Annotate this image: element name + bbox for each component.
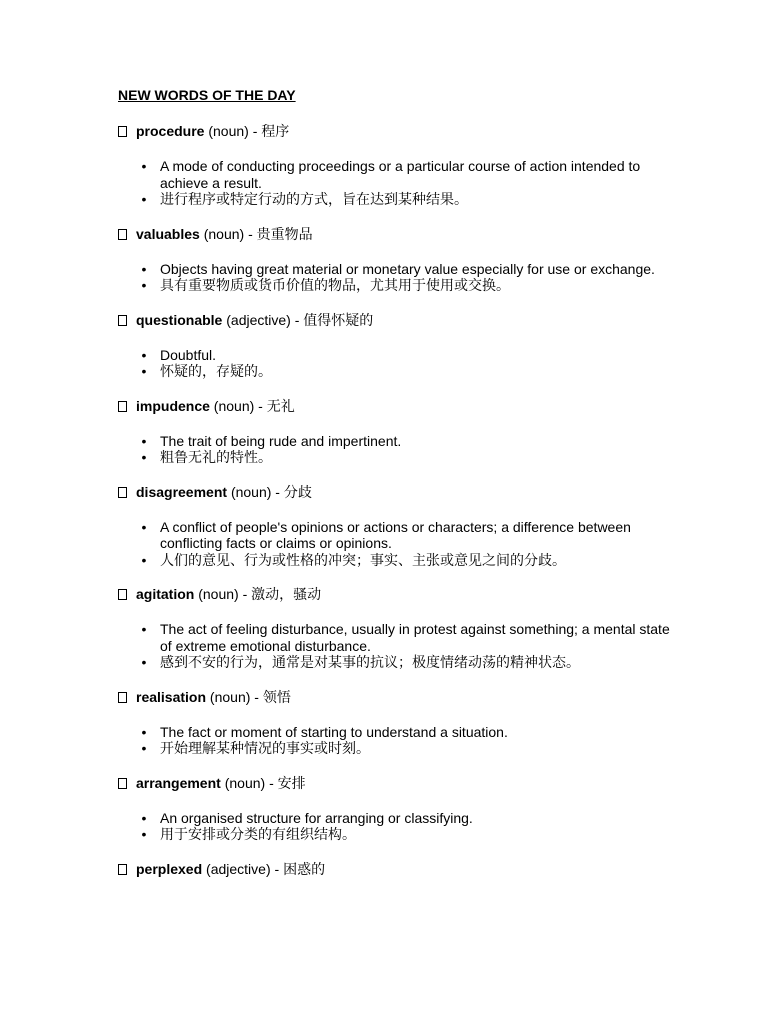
definition-item [118,363,678,380]
bullet-icon: • [141,432,147,449]
definition-list [118,261,678,294]
entry-word: disagreement [136,483,228,500]
entry-word: valuables [136,225,200,242]
definition-text: Doubtful. [160,346,217,363]
bullet-icon: • [141,723,147,740]
entry-impudence [118,398,678,466]
chinese-translation: 贵重物品 [256,225,313,242]
definition-text: 开始理解某种情况的事实或时刻。 [160,740,370,756]
part-of-speech: (noun) [213,397,255,414]
definition-item [118,191,678,208]
entry-word: arrangement [136,774,221,791]
definition-text: Objects having great material or monetary value especially for use or exchange. [160,260,655,277]
bullet-icon: • [141,260,147,277]
separator-dash: - [258,397,263,414]
entry-perplexed [118,861,678,878]
entry-heading [118,775,678,792]
checkbox-icon [118,315,127,326]
definition-list [118,810,678,843]
definition-list [118,519,678,569]
entry-disagreement [118,484,678,569]
checkbox-icon [118,487,127,498]
checkbox-icon [118,778,127,789]
definition-item [118,621,678,654]
entry-heading [118,226,678,243]
bullet-icon: • [141,654,147,670]
bullet-icon: • [141,551,147,568]
part-of-speech: (adjective) [206,860,271,877]
definition-text: 具有重要物质或货币价值的物品，尤其用于使用或交换。 [160,277,510,293]
part-of-speech: (noun) [208,123,249,139]
part-of-speech: (noun) [203,225,245,242]
definition-text: A mode of conducting proceedings or a particular course of action intended to achieve a result. [160,158,641,191]
checkbox-icon [118,229,127,240]
separator-dash: - [248,225,253,242]
definition-item [118,347,678,364]
separator-dash: - [294,311,300,328]
part-of-speech: (noun) [198,586,239,602]
chinese-translation: 激动，骚动 [251,586,322,602]
definition-item [118,158,678,191]
definition-text: 粗鲁无礼的特性。 [160,449,272,465]
entry-heading [118,586,678,603]
part-of-speech: (noun) [224,774,266,791]
entry-heading [118,484,678,501]
separator-dash: - [252,123,258,139]
entry-procedure [118,123,678,208]
definition-item [118,740,678,757]
chinese-translation: 困惑的 [283,860,326,877]
definition-list [118,433,678,466]
definition-text: 怀疑的，存疑的。 [160,363,272,379]
definition-list [118,621,678,671]
definition-text: 用于安排或分类的有组织结构。 [160,826,356,842]
checkbox-icon [118,401,127,412]
definition-item [118,552,678,569]
bullet-icon: • [141,826,147,842]
checkbox-icon [118,692,127,703]
entry-heading [118,861,678,878]
chinese-translation: 无礼 [266,397,295,414]
entry-word: impudence [136,397,210,414]
entry-word: questionable [136,311,223,328]
chinese-translation: 领悟 [262,688,291,705]
definition-item [118,261,678,278]
separator-dash: - [275,483,280,500]
entry-word: perplexed [136,860,203,877]
entry-arrangement [118,775,678,843]
definition-text: An organised structure for arranging or classifying. [160,809,473,826]
separator-dash: - [254,688,259,705]
chinese-translation: 安排 [277,774,306,791]
definition-item [118,654,678,671]
definition-item [118,449,678,466]
bullet-icon: • [141,158,147,174]
entry-heading [118,312,678,329]
definition-text: A conflict of people's opinions or actions or characters; a difference between conflicting facts or claims or opinions. [160,518,631,551]
checkbox-icon [118,864,127,875]
definition-text: The fact or moment of starting to understand a situation. [160,723,508,740]
part-of-speech: (adjective) [226,311,291,328]
definition-list [118,724,678,757]
definition-item [118,810,678,827]
part-of-speech: (noun) [230,483,272,500]
bullet-icon: • [141,449,147,465]
part-of-speech: (noun) [209,688,251,705]
definition-item [118,277,678,294]
entry-questionable [118,312,678,380]
entry-heading [118,398,678,415]
definition-item [118,433,678,450]
bullet-icon: • [141,191,147,207]
entry-realisation [118,689,678,757]
separator-dash: - [269,774,274,791]
entry-word: procedure [136,123,205,139]
chinese-translation: 值得怀疑的 [303,311,374,328]
definition-item [118,826,678,843]
bullet-icon: • [141,346,147,363]
bullet-icon: • [141,740,147,756]
chinese-translation: 分歧 [283,483,312,500]
definition-text: 人们的意见、行为或性格的冲突；事实、主张或意见之间的分歧。 [160,551,566,568]
bullet-icon: • [141,277,147,293]
entry-word: agitation [136,586,195,602]
definition-item [118,519,678,552]
definition-text: The act of feeling disturbance, usually in protest against something; a mental state of extreme emotional disturbance. [160,621,670,654]
page-title: NEW WORDS OF THE DAY [118,87,296,103]
checkbox-icon [118,126,127,137]
definition-text: 感到不安的行为，通常是对某事的抗议；极度情绪动荡的精神状态。 [160,654,580,670]
bullet-icon: • [141,518,147,535]
entry-heading [118,123,678,140]
definition-text: The trait of being rude and impertinent. [160,432,402,449]
entry-heading [118,689,678,706]
separator-dash: - [274,860,280,877]
chinese-translation: 程序 [261,123,290,139]
entry-list [118,123,678,878]
definition-item [118,724,678,741]
definition-list [118,158,678,208]
document-page [118,87,678,896]
entry-agitation [118,586,678,671]
bullet-icon: • [141,809,147,826]
definition-text: 进行程序或特定行动的方式，旨在达到某种结果。 [160,191,468,207]
separator-dash: - [242,586,248,602]
bullet-icon: • [141,621,147,637]
definition-list [118,347,678,380]
entry-valuables [118,226,678,294]
checkbox-icon [118,589,127,600]
bullet-icon: • [141,363,147,379]
entry-word: realisation [136,688,207,705]
